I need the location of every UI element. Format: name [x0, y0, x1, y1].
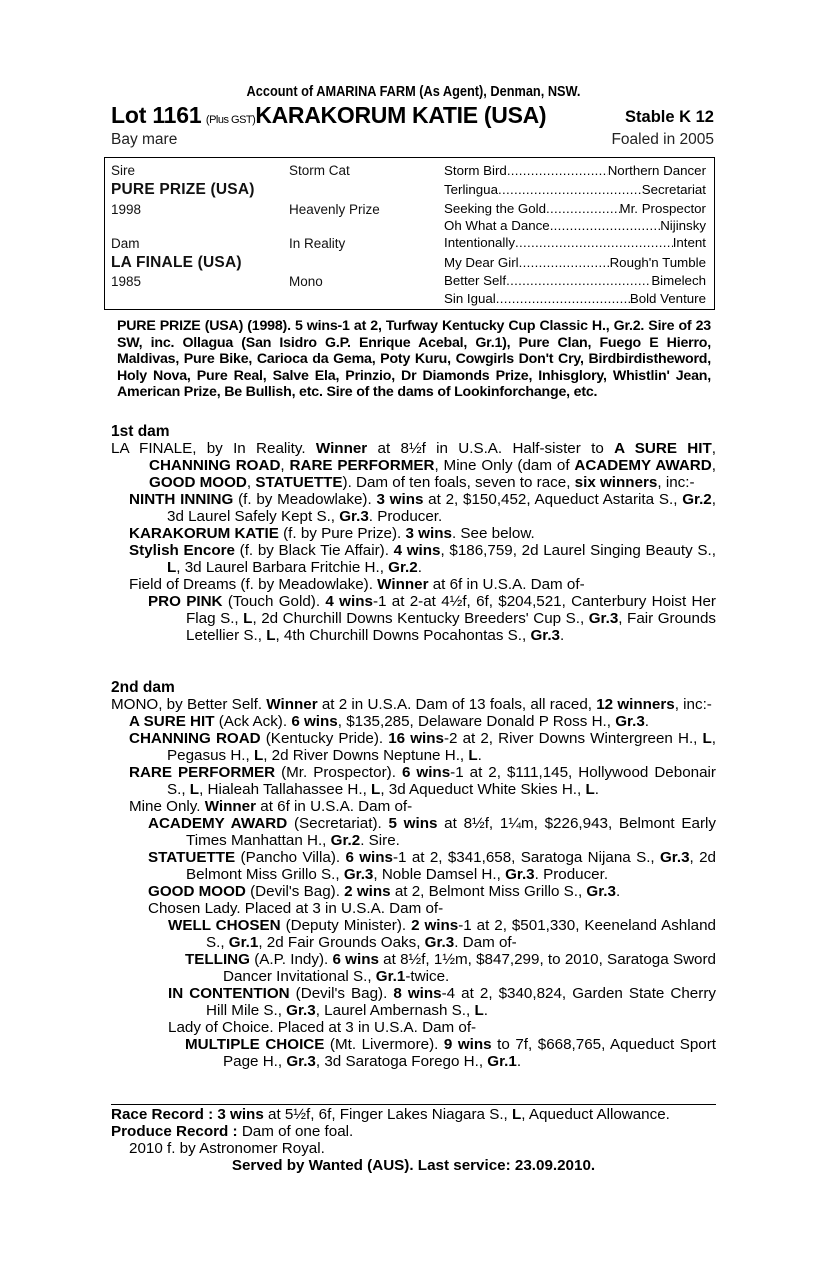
pedigree-entry: [111, 849, 716, 883]
leader-dots: [515, 235, 673, 250]
ancestor-sire: Secretariat: [641, 182, 706, 197]
text-run: at 8½f in U.S.A. Half-sister to: [367, 440, 615, 457]
text-run: .: [594, 781, 599, 798]
bold-run: Stylish Encore: [129, 542, 235, 559]
text-run: , inc:-: [674, 696, 712, 713]
bold-run: L: [702, 730, 712, 747]
produce-record-label: Produce Record :: [111, 1123, 242, 1140]
text-run: (Deputy Minister).: [280, 917, 412, 934]
text-run: . Producer.: [368, 508, 443, 525]
pedigree-entry: [111, 1036, 716, 1070]
text-run: , 3d Aqueduct White Skies H.,: [380, 781, 586, 798]
stable-number: Stable K 12: [625, 108, 714, 126]
ancestor-sire: Northern Dancer: [607, 163, 706, 178]
text-run: . Dam of-: [454, 934, 517, 951]
text-run: .: [483, 1002, 488, 1019]
text-run: , inc:-: [657, 474, 695, 491]
text-run: .: [615, 883, 621, 900]
bold-run: A SURE HIT: [129, 713, 215, 730]
text-run: ,: [246, 474, 256, 491]
bold-run: Gr.1: [228, 934, 259, 951]
bold-run: Gr.3: [343, 866, 374, 883]
pedigree-entry: [111, 525, 716, 542]
text-run: .: [516, 1053, 522, 1070]
pedigree-entry: [111, 764, 716, 798]
text-run: -1 at 2-at 4½f, 6f, $204,521, Canterbury Hoist Her Flag S.,: [186, 593, 716, 627]
bold-run: L: [468, 747, 478, 764]
first-dam-section: [111, 423, 716, 644]
bold-run: ACADEMY AWARD: [148, 815, 288, 832]
sire-summary: PURE PRIZE (USA) (1998). 5 wins-1 at 2, Turfway Kentucky Cup Classic H., Gr.2. Sire of 23 SW, inc. Ollagua (San Isidro G.P. Enrique Acebal, Gr.1), Pure Clan, Fuego E Hierro, Maldivas, Pure Bike, Carioca da Gema, Poty Kuru, Cowgirls Don't Cry, Birdbirdistheword, Holy Nova, Pure Real, Salve Ela, Prinzio, Dr Diamonds Prize, Inhisglory, Whistlin' Jean, American Prize, Be Bullish, etc. Sire of the dams of Lookinforchange, etc.: [117, 318, 711, 400]
pedigree-entry: [111, 696, 716, 713]
text-run: at 6f in U.S.A. Dam of-: [428, 576, 585, 593]
bold-run: Gr.2: [388, 559, 418, 576]
ancestor-sire: Intent: [672, 235, 706, 250]
bold-run: CHANNING ROAD: [129, 730, 261, 747]
pedigree-line: [444, 255, 706, 270]
race-record-label: Race Record :: [111, 1106, 218, 1123]
ancestor-sire: Mr. Prospector: [619, 201, 706, 216]
bold-run: MULTIPLE CHOICE: [185, 1036, 325, 1053]
pedigree-line: [444, 273, 706, 288]
bold-run: CHANNING ROAD: [149, 457, 281, 474]
bold-run: L: [585, 781, 595, 798]
bold-run: RARE PERFORMER: [289, 457, 435, 474]
text-run: ,: [711, 457, 716, 474]
pedigree-line: [444, 201, 706, 216]
dam-year: 1985: [111, 274, 142, 289]
pedigree-entry: [111, 900, 716, 917]
ancestor-sire: Bold Venture: [629, 291, 706, 306]
text-run: (Secretariat).: [287, 815, 389, 832]
ancestor-name: Sin Igual: [444, 291, 496, 306]
service-note: Served by Wanted (AUS). Last service: 23.09.2010.: [231, 1157, 596, 1174]
pedigree-line: [444, 182, 706, 197]
leader-dots: [550, 218, 661, 233]
ancestor-name: Better Self: [444, 273, 507, 288]
text-run: (A.P. Indy).: [249, 951, 333, 968]
bold-run: 6 wins: [332, 951, 379, 968]
text-run: Lady of Choice. Placed at 3 in U.S.A. Dam of-: [168, 1019, 477, 1036]
text-run: , 2d Churchill Downs Kentucky Breeders' Cup S.,: [252, 610, 589, 627]
text-run: -2 at 2, River Downs Wintergreen H.,: [443, 730, 703, 747]
bold-run: Gr.1: [487, 1053, 517, 1070]
bold-run: PRO PINK: [148, 593, 223, 610]
bold-run: Gr.3: [505, 866, 535, 883]
pedigree-entry: [111, 713, 716, 730]
pedigree-entry: [111, 730, 716, 764]
pedigree-entry: [111, 491, 716, 525]
bold-run: 6 wins: [401, 764, 451, 781]
bold-run: GOOD MOOD: [148, 883, 246, 900]
sire-year: 1998: [111, 202, 142, 217]
text-run: Mine Only.: [129, 798, 205, 815]
grandsire-paternal: Storm Cat: [289, 163, 350, 178]
ancestor-name: Terlingua: [444, 182, 498, 197]
text-run: , 4th Churchill Downs Pocahontas S.,: [275, 627, 531, 644]
bold-run: Gr.3: [286, 1002, 316, 1019]
text-run: -1 at 2, $501,330, Keeneland Ashland S.,: [206, 917, 716, 951]
bold-run: Gr.3: [530, 627, 560, 644]
text-run: . Producer.: [534, 866, 609, 883]
pedigree-entry: [111, 798, 716, 815]
listed-badge: L: [512, 1106, 522, 1123]
bold-run: 4 wins: [325, 593, 373, 610]
text-run: ,: [280, 457, 290, 474]
bold-run: KARAKORUM KATIE: [129, 525, 279, 542]
bold-run: STATUETTE: [255, 474, 343, 491]
bold-run: Gr.3: [586, 883, 616, 900]
text-run: -1 at 2, $341,658, Saratoga Nijana S.,: [393, 849, 660, 866]
bold-run: 12 winners: [596, 696, 675, 713]
bold-run: six winners: [574, 474, 658, 491]
text-run: , 2d Belmont Miss Grillo S.,: [186, 849, 716, 883]
bold-run: RARE PERFORMER: [129, 764, 276, 781]
bold-run: Winner: [377, 576, 429, 593]
bold-run: TELLING: [185, 951, 250, 968]
text-run: at 2, Belmont Miss Grillo S.,: [390, 883, 587, 900]
bold-run: 2 wins: [344, 883, 391, 900]
pedigree-entry: [111, 917, 716, 951]
bold-run: 9 wins: [443, 1036, 492, 1053]
bold-run: 6 wins: [291, 713, 338, 730]
granddam-paternal: Heavenly Prize: [289, 202, 380, 217]
bold-run: NINTH INNING: [129, 491, 234, 508]
text-run: .: [477, 747, 482, 764]
leader-dots: [506, 273, 651, 288]
bold-run: 5 wins: [388, 815, 438, 832]
leader-dots: [507, 163, 608, 178]
bold-run: Gr.2: [682, 491, 712, 508]
text-run: , 2d Fair Grounds Oaks,: [258, 934, 425, 951]
horse-subline: [111, 131, 716, 149]
bold-run: L: [266, 627, 276, 644]
leader-dots: [498, 182, 642, 197]
produce-record-text: Dam of one foal.: [241, 1123, 354, 1140]
bold-run: A SURE HIT: [614, 440, 712, 457]
first-dam-entries: [111, 440, 716, 644]
pedigree-line: [444, 235, 706, 250]
race-record-wins: 3 wins: [217, 1106, 264, 1123]
leader-dots: [496, 291, 630, 306]
text-run: (Mr. Prospector).: [275, 764, 402, 781]
ancestor-name: Oh What a Dance: [444, 218, 550, 233]
text-run: , $135,285, Delaware Donald P Ross H.,: [337, 713, 616, 730]
lot-number: Lot 1161: [111, 102, 202, 128]
grandsire-maternal: In Reality: [289, 236, 346, 251]
text-run: , 3d Laurel Safely Kept S.,: [167, 491, 716, 525]
bold-run: Gr.1: [375, 968, 406, 985]
bold-run: L: [371, 781, 381, 798]
text-run: , 3d Saratoga Forego H.,: [315, 1053, 488, 1070]
bold-run: L: [189, 781, 200, 798]
sire-label: Sire: [111, 163, 136, 178]
bold-run: 6 wins: [345, 849, 393, 866]
text-run: .: [644, 713, 650, 730]
bold-run: L: [253, 747, 264, 764]
ancestor-sire: Bimelech: [651, 273, 706, 288]
foaled-year: Foaled in 2005: [611, 131, 714, 148]
text-run: , Noble Damsel H.,: [373, 866, 506, 883]
text-run: -twice.: [405, 968, 450, 985]
bold-run: IN CONTENTION: [168, 985, 290, 1002]
bold-run: Gr.3: [424, 934, 455, 951]
pedigree-entry: [111, 815, 716, 849]
lot-title-line: [111, 102, 716, 130]
text-run: , Laurel Ambernash S.,: [315, 1002, 475, 1019]
ancestor-name: Seeking the Gold: [444, 201, 547, 216]
pedigree-entry: [111, 593, 716, 644]
race-record: [111, 1106, 716, 1123]
ancestor-name: Intentionally: [444, 235, 515, 250]
text-run: , Hialeah Tallahassee H.,: [199, 781, 372, 798]
text-run: (f. by Meadowlake).: [233, 491, 377, 508]
text-run: , Mine Only (dam of: [434, 457, 575, 474]
text-run: ). Dam of ten foals, seven to race,: [342, 474, 575, 491]
bold-run: STATUETTE: [148, 849, 236, 866]
produce-record: [111, 1123, 716, 1140]
dam-label: Dam: [111, 236, 140, 251]
bold-run: 3 wins: [376, 491, 424, 508]
bold-run: 16 wins: [388, 730, 444, 747]
pedigree-entry: [111, 951, 716, 985]
text-run: , 3d Laurel Barbara Fritchie H.,: [176, 559, 389, 576]
text-run: , 2d River Downs Neptune H.,: [263, 747, 469, 764]
horse-description: Bay mare: [111, 131, 178, 148]
bold-run: 8 wins: [393, 985, 442, 1002]
text-run: -1 at 2, $111,145, Hollywood Debonair S.,: [167, 764, 716, 798]
text-run: (Pancho Villa).: [235, 849, 346, 866]
leader-dots: [519, 255, 610, 270]
bold-run: 2 wins: [411, 917, 459, 934]
text-run: (Touch Gold).: [222, 593, 326, 610]
bold-run: Winner: [204, 798, 257, 815]
horse-name: KARAKORUM KATIE (USA): [255, 102, 547, 128]
pedigree-entry: [111, 883, 716, 900]
text-run: at 2 in U.S.A. Dam of 13 foals, all raced,: [317, 696, 597, 713]
pedigree-table: [104, 157, 715, 310]
text-run: -4 at 2, $340,824, Garden State Cherry Hill Mile S.,: [206, 985, 716, 1019]
text-run: at 6f in U.S.A. Dam of-: [256, 798, 413, 815]
bold-run: Gr.3: [339, 508, 369, 525]
granddam-maternal: Mono: [289, 274, 323, 289]
leader-dots: [546, 201, 620, 216]
text-run: (Ack Ack).: [214, 713, 292, 730]
bold-run: WELL CHOSEN: [168, 917, 281, 934]
text-run: . Sire.: [360, 832, 400, 849]
text-run: at 8½f, 1½m, $847,299, to 2010, Saratoga Sword Dancer Invitational S.,: [223, 951, 716, 985]
vendor-account: Account of AMARINA FARM (As Agent), Denman, NSW.: [246, 84, 581, 100]
text-run: Field of Dreams (f. by Meadowlake).: [129, 576, 378, 593]
pedigree-line: [444, 218, 706, 233]
second-dam-entries: [111, 696, 716, 1070]
text-run: , Fair Grounds Letellier S.,: [186, 610, 716, 644]
pedigree-entry: [111, 440, 716, 491]
text-run: (f. by Black Tie Affair).: [234, 542, 394, 559]
bold-run: Gr.3: [615, 713, 645, 730]
bold-run: Gr.2: [330, 832, 361, 849]
pedigree-line: [444, 163, 706, 178]
bold-run: Gr.3: [659, 849, 690, 866]
plus-gst-note: (Plus GST): [205, 114, 256, 126]
pedigree-line: [444, 291, 706, 306]
text-run: .: [560, 627, 565, 644]
dam-name: LA FINALE (USA): [111, 254, 242, 271]
race-record-tail: , Aqueduct Allowance.: [521, 1106, 670, 1123]
text-run: to 7f, $668,765, Aqueduct Sport Page H.,: [223, 1036, 716, 1070]
race-record-text: at 5½f, 6f, Finger Lakes Niagara S.,: [263, 1106, 512, 1123]
text-run: (Mt. Livermore).: [324, 1036, 444, 1053]
bold-run: ACADEMY AWARD: [574, 457, 712, 474]
text-run: , $186,759, 2d Laurel Singing Beauty S.,: [440, 542, 716, 559]
text-run: ,: [711, 440, 716, 457]
bold-run: 4 wins: [393, 542, 441, 559]
ancestor-sire: Rough'n Tumble: [609, 255, 706, 270]
bold-run: 3 wins: [405, 525, 452, 542]
ancestor-name: My Dear Girl: [444, 255, 519, 270]
bold-run: Winner: [266, 696, 318, 713]
second-dam-heading: 2nd dam: [111, 679, 175, 696]
text-run: (Devil's Bag).: [289, 985, 394, 1002]
bold-run: Gr.3: [588, 610, 619, 627]
bold-run: L: [243, 610, 253, 627]
pedigree-entry: [111, 985, 716, 1019]
ancestor-sire: Nijinsky: [660, 218, 706, 233]
bold-run: Gr.3: [286, 1053, 316, 1070]
text-run: MONO, by Better Self.: [111, 696, 267, 713]
bold-run: GOOD MOOD: [149, 474, 247, 491]
records-section: [111, 1106, 716, 1174]
text-run: LA FINALE, by In Reality.: [111, 440, 316, 457]
sire-name: PURE PRIZE (USA): [111, 181, 255, 198]
bold-run: L: [474, 1002, 484, 1019]
produce-foal: 2010 f. by Astronomer Royal.: [129, 1140, 325, 1157]
text-run: (Kentucky Pride).: [260, 730, 389, 747]
text-run: Chosen Lady. Placed at 3 in U.S.A. Dam of-: [148, 900, 444, 917]
text-run: . See below.: [451, 525, 535, 542]
text-run: (Devil's Bag).: [245, 883, 345, 900]
text-run: (f. by Pure Prize).: [278, 525, 406, 542]
text-run: , Pegasus H.,: [167, 730, 716, 764]
section-divider: [111, 1104, 716, 1105]
bold-run: Winner: [315, 440, 368, 457]
text-run: at 2, $150,452, Aqueduct Astarita S.,: [423, 491, 683, 508]
pedigree-entry: [111, 576, 716, 593]
bold-run: L: [167, 559, 177, 576]
second-dam-section: [111, 679, 716, 1070]
pedigree-entry: [111, 542, 716, 576]
pedigree-entry: [111, 1019, 716, 1036]
text-run: .: [417, 559, 422, 576]
text-run: at 8½f, 1¼m, $226,943, Belmont Early Times Manhattan H.,: [186, 815, 716, 849]
first-dam-heading: 1st dam: [111, 423, 170, 440]
ancestor-name: Storm Bird: [444, 163, 507, 178]
